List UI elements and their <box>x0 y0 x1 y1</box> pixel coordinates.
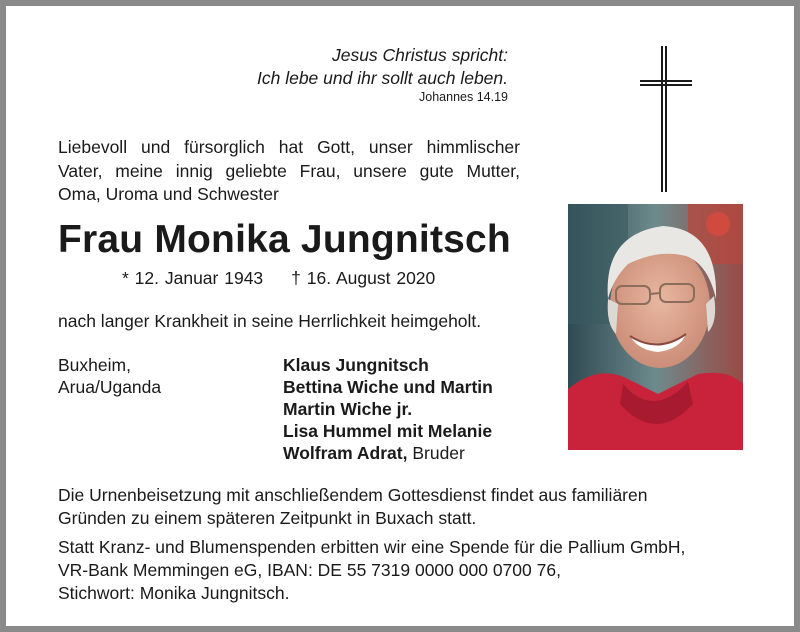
places <box>58 354 161 398</box>
intro-line-3: Oma, Uroma und Schwester <box>58 184 279 204</box>
donation-line-3: Stichwort: Monika Jungnitsch. <box>58 583 290 603</box>
death-date: † 16. August 2020 <box>291 268 436 288</box>
deceased-name: Frau Monika Jungnitsch <box>58 218 511 261</box>
birth-date: * 12. Januar 1943 <box>122 268 264 288</box>
quote-line-2: Ich lebe und ihr sollt auch leben. <box>257 68 508 88</box>
donation-notice <box>58 536 685 605</box>
obituary-card <box>6 6 794 626</box>
death-phrase: nach langer Krankheit in seine Herrlichkeit heimgeholt. <box>58 311 482 331</box>
place-1: Buxheim, <box>58 355 131 375</box>
quote-line-1: Jesus Christus spricht: <box>331 45 508 65</box>
mourner-4: Lisa Hummel mit Melanie <box>283 421 493 441</box>
donation-line-2: VR-Bank Memmingen eG, IBAN: DE 55 7319 0000 000 0700 76, <box>58 560 561 580</box>
mourner-5-line <box>283 442 493 464</box>
mourner-5-relation: Bruder <box>412 443 465 463</box>
mourner-2: Bettina Wiche und Martin <box>283 377 493 397</box>
mourner-1: Klaus Jungnitsch <box>283 355 429 375</box>
mourners-list <box>283 354 493 464</box>
intro-line-2: Vater, meine innig geliebte Frau, unsere gute Mutter, <box>58 160 520 181</box>
mourner-5: Wolfram Adrat, <box>283 443 408 463</box>
funeral-notice <box>58 484 647 530</box>
donation-line-1: Statt Kranz- und Blumenspenden erbitten wir eine Spende für die Pallium GmbH, <box>58 537 686 557</box>
bible-quote <box>257 44 508 90</box>
intro-line-1: Liebevoll und fürsorglich hat Gott, unser himmlischer <box>58 137 520 157</box>
place-2: Arua/Uganda <box>58 377 162 397</box>
portrait-photo <box>568 204 743 450</box>
life-dates <box>122 268 435 289</box>
funeral-line-1: Die Urnenbeisetzung mit anschließendem Gottesdienst findet aus familiären <box>58 485 648 505</box>
intro-text <box>58 136 520 207</box>
cross-icon <box>640 46 692 192</box>
funeral-line-2: Gründen zu einem späteren Zeitpunkt in Buxach statt. <box>58 508 477 528</box>
quote-reference: Johannes 14.19 <box>419 90 508 104</box>
mourner-3: Martin Wiche jr. <box>283 399 413 419</box>
